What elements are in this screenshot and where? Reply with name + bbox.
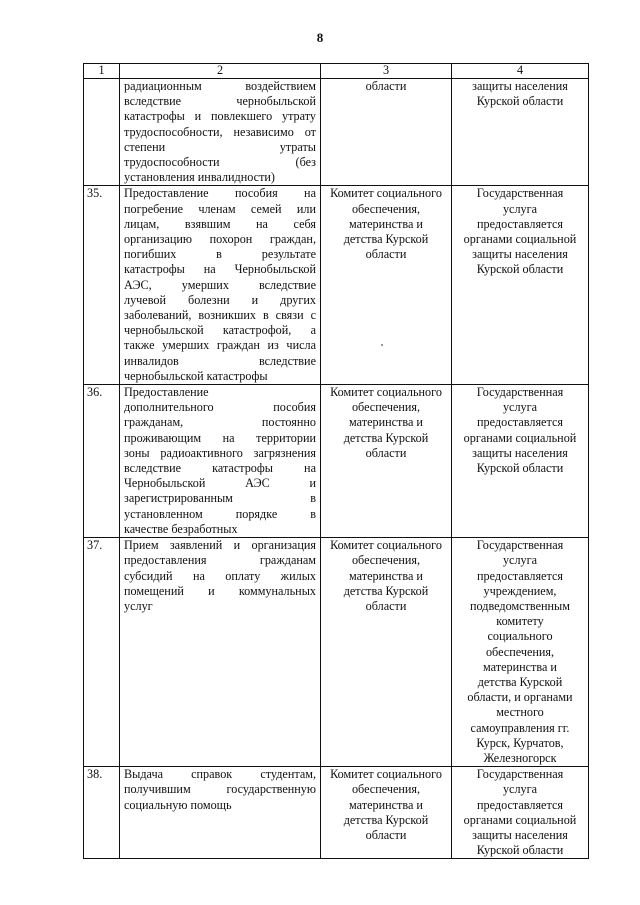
provider-cell-line: услуга: [502, 782, 538, 797]
provider-cell-line: детства Курской: [477, 674, 563, 689]
service-name-cell: [120, 385, 321, 538]
provider-cell-line: местного: [496, 705, 544, 720]
service-name-cell-line: помещений и коммунальных: [124, 583, 316, 598]
provider-cell-line: учреждением,: [483, 583, 557, 598]
service-name-cell-line: услуг: [124, 598, 153, 613]
service-name-cell-line: получившим государственную: [124, 782, 316, 797]
provider-cell-line: защиты населения: [472, 247, 568, 262]
service-name-cell-line: проживающим на территории: [124, 430, 316, 445]
service-name-cell-line: гражданам, постоянно: [124, 415, 316, 430]
provider-cell: [452, 767, 589, 859]
service-name-cell-line: зоны радиоактивного загрязнения: [124, 445, 316, 460]
service-name-cell: [120, 538, 321, 767]
table-row: [84, 538, 589, 767]
provider-cell-line: самоуправления гг.: [470, 720, 570, 735]
provider-cell-line: предоставляется: [477, 216, 563, 231]
responsible-body-cell-line: материнства и: [349, 568, 423, 583]
provider-cell-line: органами социальной: [463, 232, 577, 247]
service-name-cell: [120, 79, 321, 186]
service-name-cell-line: заболеваний, возникших в связи с: [124, 308, 316, 323]
service-name-cell: [120, 767, 321, 859]
responsible-body-cell: [321, 538, 452, 767]
service-name-cell-line: субсидий на оплату жилых: [124, 568, 316, 583]
responsible-body-cell: [321, 186, 452, 385]
service-name-cell-line: дополнительного пособия: [124, 400, 316, 415]
responsible-body-cell-line: Комитет социального: [330, 538, 442, 553]
table-row: [84, 767, 589, 859]
service-name-cell-line: также умерших граждан из числа: [124, 338, 316, 353]
responsible-body-cell-line: обеспечения,: [351, 553, 421, 568]
provider-cell-line: Государственная: [476, 767, 564, 782]
service-name-cell: [120, 186, 321, 385]
responsible-body-cell-line: Комитет социального: [330, 767, 442, 782]
provider-cell-line: органами социальной: [463, 812, 577, 827]
service-name-cell-line: вследствие чернобыльской: [124, 94, 316, 109]
service-name-cell-line: Прием заявлений и организация: [124, 538, 316, 553]
provider-cell: [452, 538, 589, 767]
service-name-cell-line: чернобыльской катастрофы: [124, 368, 268, 383]
responsible-body-cell-line: области: [365, 827, 407, 842]
service-name-cell-line: погребение членам семей или: [124, 201, 316, 216]
provider-cell-line: предоставляется: [477, 568, 563, 583]
provider-cell-line: Курской области: [476, 843, 564, 858]
service-name-cell-line: вследствие катастрофы на: [124, 461, 316, 476]
service-name-cell-line: Выдача справок студентам,: [124, 767, 316, 782]
provider-cell-line: предоставляется: [477, 415, 563, 430]
service-name-cell-line: степени утраты: [124, 139, 316, 154]
responsible-body-cell-line: обеспечения,: [351, 201, 421, 216]
row-number: 37.: [84, 538, 120, 767]
responsible-body-cell-line: материнства и: [349, 415, 423, 430]
provider-cell-line: комитету: [496, 614, 544, 629]
service-name-cell-line: организацию похорон граждан,: [124, 232, 316, 247]
responsible-body-cell: [321, 385, 452, 538]
responsible-body-cell-line: области: [365, 247, 407, 262]
service-name-cell-line: Чернобыльской АЭС и: [124, 476, 316, 491]
row-number: [84, 79, 120, 186]
service-name-cell-line: инвалидов вследствие: [124, 353, 316, 368]
provider-cell: [452, 186, 589, 385]
page-number: 8: [316, 30, 324, 45]
service-name-cell-line: предоставления гражданам: [124, 553, 316, 568]
table-header-row: [84, 64, 589, 79]
provider-cell-line: Курск, Курчатов,: [476, 735, 564, 750]
header-cell-1: 1: [84, 64, 120, 79]
header-cell-3: 3: [321, 64, 452, 79]
service-name-cell-line: установленном порядке в: [124, 506, 316, 521]
provider-cell-line: социального: [487, 629, 553, 644]
service-name-cell-line: чернобыльской катастрофой, а: [124, 323, 316, 338]
responsible-body-cell-line: области: [365, 445, 407, 460]
responsible-body-cell-line: материнства и: [349, 216, 423, 231]
responsible-body-cell-line: обеспечения,: [351, 400, 421, 415]
provider-cell-line: защиты населения: [472, 79, 568, 93]
responsible-body-cell-line: обеспечения,: [351, 782, 421, 797]
provider-cell-line: органами социальной: [463, 430, 577, 445]
responsible-body-cell-line: детства Курской: [343, 812, 429, 827]
responsible-body-cell-line: детства Курской: [343, 583, 429, 598]
table-row: [84, 186, 589, 385]
provider-cell-line: области, и органами: [467, 690, 573, 705]
provider-cell-line: Железногорск: [483, 750, 557, 765]
responsible-body-cell-line: Комитет социального: [330, 186, 442, 201]
responsible-body-cell-line: материнства и: [349, 797, 423, 812]
responsible-body-cell: [321, 79, 452, 186]
scan-speck: [381, 344, 383, 346]
provider-cell-line: услуга: [502, 553, 538, 568]
provider-cell-line: Государственная: [476, 385, 564, 400]
provider-cell-line: материнства и: [483, 659, 557, 674]
service-name-cell-line: катастрофы на Чернобыльской: [124, 262, 316, 277]
service-name-cell-line: зарегистрированным в: [124, 491, 316, 506]
service-name-cell-line: лицам, взявшим на себя: [124, 216, 316, 231]
table-row: [84, 385, 589, 538]
provider-cell-line: подведомственным: [470, 598, 570, 613]
provider-cell-line: Курской области: [476, 94, 564, 109]
service-name-cell-line: трудоспособности, независимо от: [124, 124, 316, 139]
services-table: [83, 63, 589, 859]
responsible-body-cell-line: Комитет социального: [330, 385, 442, 400]
responsible-body-cell-line: области: [365, 79, 407, 93]
responsible-body-cell: [321, 767, 452, 859]
provider-cell-line: Курской области: [476, 461, 564, 476]
provider-cell: [452, 385, 589, 538]
header-cell-2: 2: [120, 64, 321, 79]
service-name-cell-line: АЭС, умерших вследствие: [124, 277, 316, 292]
provider-cell-line: предоставляется: [477, 797, 563, 812]
responsible-body-cell-line: детства Курской: [343, 430, 429, 445]
provider-cell-line: защиты населения: [472, 827, 568, 842]
provider-cell-line: услуга: [502, 201, 538, 216]
service-name-cell-line: социальную помощь: [124, 797, 232, 812]
provider-cell-line: Курской области: [476, 262, 564, 277]
service-name-cell-line: Предоставление пособия на: [124, 186, 316, 201]
row-number: 36.: [84, 385, 120, 538]
service-name-cell-line: погибших в результате: [124, 247, 316, 262]
table-row: [84, 79, 589, 186]
row-number: 38.: [84, 767, 120, 859]
provider-cell-line: обеспечения,: [485, 644, 555, 659]
service-name-cell-line: катастрофы и повлекшего утрату: [124, 109, 316, 124]
service-name-cell-line: лучевой болезни и других: [124, 292, 316, 307]
provider-cell-line: услуга: [502, 400, 538, 415]
row-number: 35.: [84, 186, 120, 385]
provider-cell-line: Государственная: [476, 538, 564, 553]
provider-cell-line: Государственная: [476, 186, 564, 201]
provider-cell-line: защиты населения: [472, 445, 568, 460]
service-name-cell-line: Предоставление: [124, 385, 209, 400]
service-name-cell-line: качестве безработных: [124, 521, 238, 536]
responsible-body-cell-line: области: [365, 598, 407, 613]
service-name-cell-line: радиационным воздействием: [124, 79, 316, 93]
responsible-body-cell-line: детства Курской: [343, 232, 429, 247]
service-name-cell-line: трудоспособности (без: [124, 155, 316, 170]
provider-cell: [452, 79, 589, 186]
header-cell-4: 4: [452, 64, 589, 79]
service-name-cell-line: установления инвалидности): [124, 170, 275, 185]
